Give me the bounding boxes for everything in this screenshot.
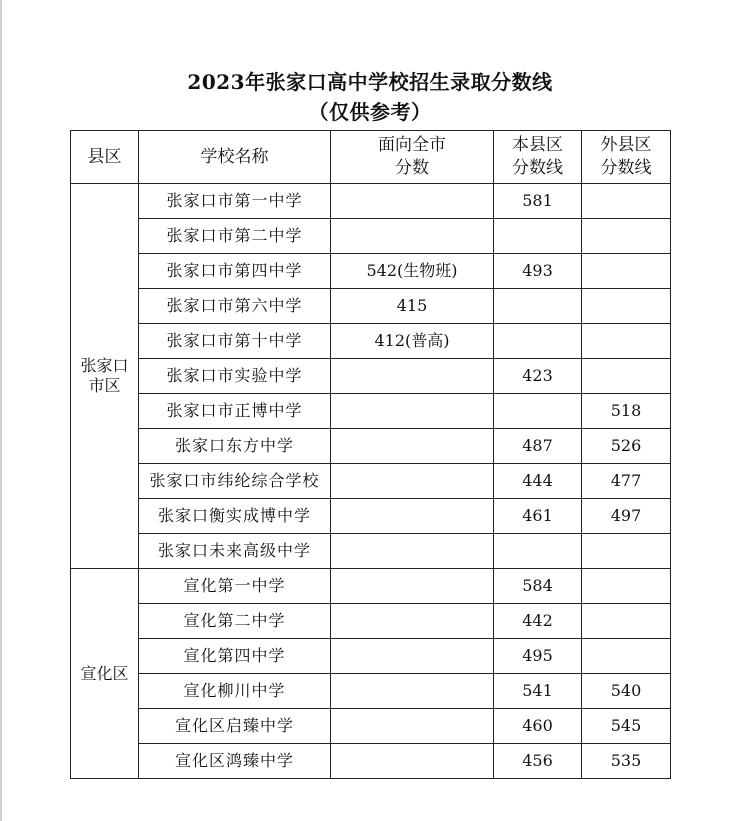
table-body (71, 184, 671, 779)
outside-score-cell (582, 359, 671, 394)
header-row (71, 131, 671, 184)
outside-score-cell: 540 (582, 674, 671, 709)
local-score-cell: 460 (494, 709, 582, 744)
school-name-cell: 宣化第一中学 (139, 569, 331, 604)
outside-score-cell: 526 (582, 429, 671, 464)
local-score-cell: 442 (494, 604, 582, 639)
page-subtitle: （仅供参考） (308, 100, 432, 124)
school-name-cell: 张家口市第二中学 (139, 219, 331, 254)
outside-score-cell: 497 (582, 499, 671, 534)
local-score-cell: 541 (494, 674, 582, 709)
table-row (71, 744, 671, 779)
city-score-cell: 415 (331, 289, 494, 324)
page-title: 2023年张家口高中学校招生录取分数线 (187, 70, 553, 94)
table-row (71, 464, 671, 499)
city-score-cell (331, 499, 494, 534)
city-score-cell (331, 429, 494, 464)
header-outside-score: 外县区 分数线 (582, 131, 671, 184)
school-name-cell: 宣化区启臻中学 (139, 709, 331, 744)
school-name-cell: 张家口市第一中学 (139, 184, 331, 219)
outside-score-cell (582, 569, 671, 604)
school-name-cell: 宣化区鸿臻中学 (139, 744, 331, 779)
city-score-cell (331, 464, 494, 499)
city-score-cell (331, 184, 494, 219)
outside-score-cell (582, 254, 671, 289)
local-score-cell: 461 (494, 499, 582, 534)
school-name-cell: 张家口东方中学 (139, 429, 331, 464)
local-score-cell: 493 (494, 254, 582, 289)
table-row (71, 569, 671, 604)
header-school: 学校名称 (139, 131, 331, 184)
local-score-cell: 456 (494, 744, 582, 779)
city-score-cell (331, 709, 494, 744)
table-row (71, 324, 671, 359)
outside-score-cell (582, 184, 671, 219)
local-score-cell: 487 (494, 429, 582, 464)
city-score-cell (331, 604, 494, 639)
school-name-cell: 宣化柳川中学 (139, 674, 331, 709)
local-score-cell: 581 (494, 184, 582, 219)
table-row (71, 674, 671, 709)
school-name-cell: 张家口市第四中学 (139, 254, 331, 289)
city-score-cell: 412(普高) (331, 324, 494, 359)
table-row (71, 219, 671, 254)
city-score-cell: 542(生物班) (331, 254, 494, 289)
school-name-cell: 张家口未来高级中学 (139, 534, 331, 569)
table-row (71, 254, 671, 289)
score-table (70, 130, 671, 779)
school-name-cell: 张家口市纬纶综合学校 (139, 464, 331, 499)
local-score-cell (494, 219, 582, 254)
outside-score-cell (582, 639, 671, 674)
local-score-cell: 423 (494, 359, 582, 394)
local-score-cell: 584 (494, 569, 582, 604)
local-score-cell: 444 (494, 464, 582, 499)
table-row (71, 359, 671, 394)
local-score-cell (494, 534, 582, 569)
local-score-cell: 495 (494, 639, 582, 674)
city-score-cell (331, 394, 494, 429)
outside-score-cell (582, 534, 671, 569)
outside-score-cell (582, 289, 671, 324)
outside-score-cell (582, 604, 671, 639)
table-row (71, 394, 671, 429)
city-score-cell (331, 744, 494, 779)
outside-score-cell: 545 (582, 709, 671, 744)
school-name-cell: 张家口衡实成博中学 (139, 499, 331, 534)
outside-score-cell (582, 324, 671, 359)
table-row (71, 499, 671, 534)
outside-score-cell (582, 219, 671, 254)
local-score-cell (494, 394, 582, 429)
city-score-cell (331, 569, 494, 604)
city-score-cell (331, 534, 494, 569)
table-row (71, 289, 671, 324)
table-row (71, 639, 671, 674)
header-local-score: 本县区 分数线 (494, 131, 582, 184)
school-name-cell: 张家口市实验中学 (139, 359, 331, 394)
table-row (71, 604, 671, 639)
outside-score-cell: 535 (582, 744, 671, 779)
table-row (71, 429, 671, 464)
city-score-cell (331, 359, 494, 394)
header-city-score: 面向全市 分数 (331, 131, 494, 184)
district-cell: 张家口 市区 (71, 184, 139, 569)
district-cell: 宣化区 (71, 569, 139, 779)
city-score-cell (331, 639, 494, 674)
local-score-cell (494, 324, 582, 359)
table-row (71, 709, 671, 744)
school-name-cell: 宣化第二中学 (139, 604, 331, 639)
table-row (71, 534, 671, 569)
city-score-cell (331, 674, 494, 709)
city-score-cell (331, 219, 494, 254)
local-score-cell (494, 289, 582, 324)
outside-score-cell: 477 (582, 464, 671, 499)
school-name-cell: 张家口市第六中学 (139, 289, 331, 324)
table-row (71, 184, 671, 219)
school-name-cell: 张家口市第十中学 (139, 324, 331, 359)
school-name-cell: 张家口市正博中学 (139, 394, 331, 429)
header-district: 县区 (71, 131, 139, 184)
school-name-cell: 宣化第四中学 (139, 639, 331, 674)
outside-score-cell: 518 (582, 394, 671, 429)
